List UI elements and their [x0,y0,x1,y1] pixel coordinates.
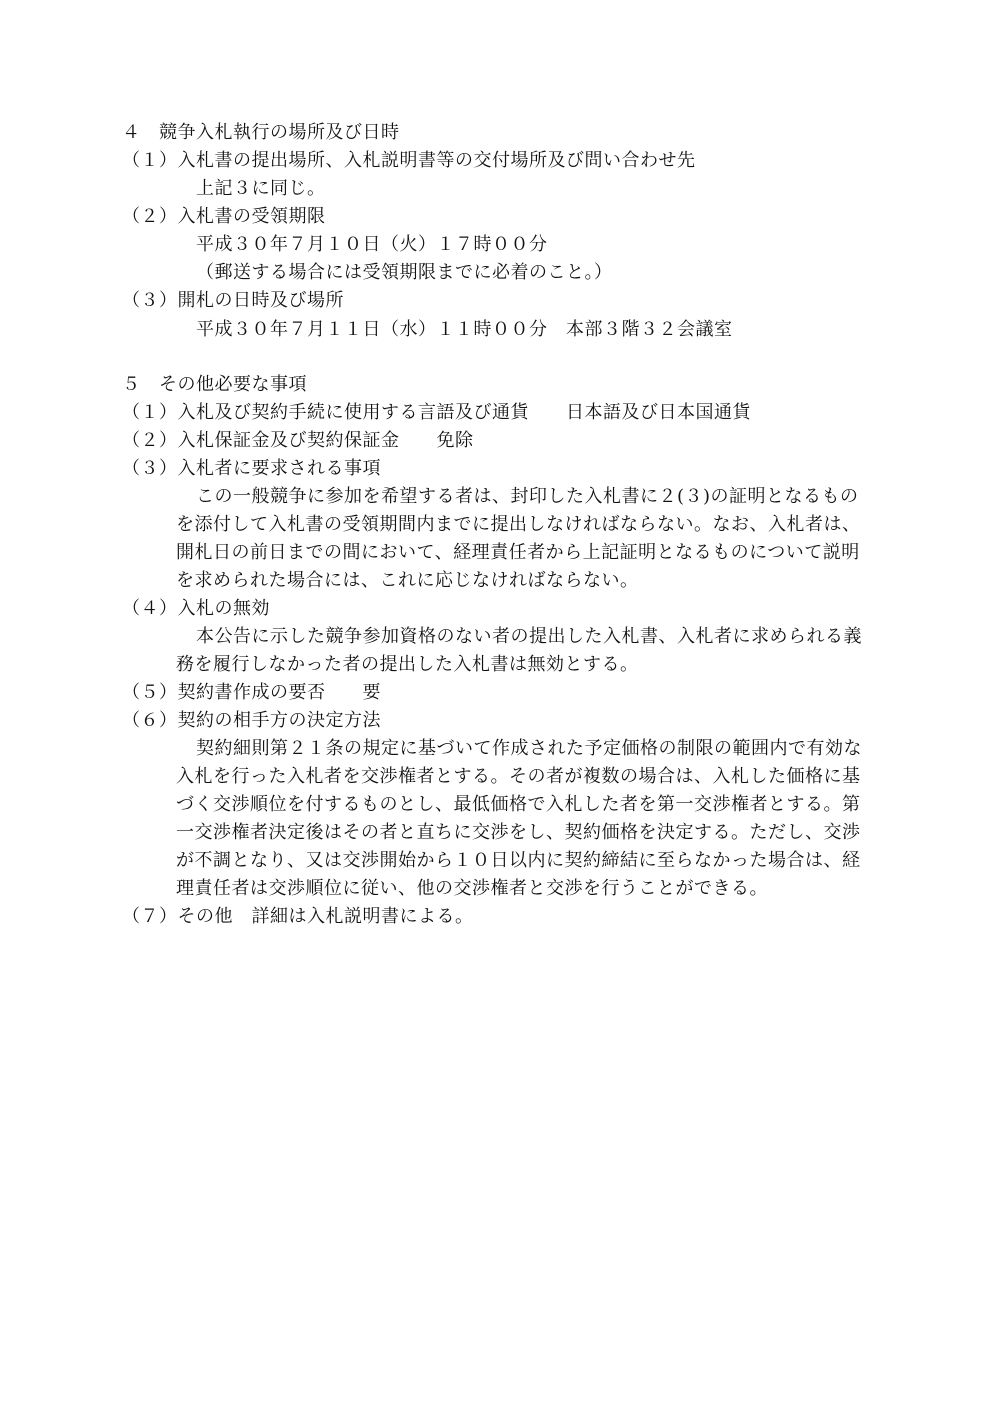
section-4-heading: ４ 競争入札執行の場所及び日時 [122,122,400,143]
section-5-item-5: （５）契約書作成の要否 要 [122,682,381,703]
section-5-item-6-paragraph-line: が不調となり、又は交渉開始から１０日以内に契約締結に至らなかった場合は、経 [176,850,861,871]
section-5-item-2: （２）入札保証金及び契約保証金 免除 [122,430,474,451]
section-4-item-1-label: （１）入札書の提出場所、入札説明書等の交付場所及び問い合わせ先 [122,150,696,171]
section-5-item-3-paragraph-line: この一般競争に参加を希望する者は、封印した入札書に２(３)の証明となるもの [196,486,859,507]
section-5-item-3-paragraph-line: を求められた場合には、これに応じなければならない。 [176,570,639,591]
section-5-item-6-label: （６）契約の相手方の決定方法 [122,710,381,731]
section-5-item-4-paragraph-line: 本公告に示した競争参加資格のない者の提出した入札書、入札者に求められる義 [196,626,862,647]
section-5-item-6-paragraph-line: 理責任者は交渉順位に従い、他の交渉権者と交渉を行うことができる。 [176,878,768,899]
section-4-item-3-datetime-place: 平成３０年７月１１日（水）１１時００分 本部３階３２会議室 [196,319,733,340]
section-5-item-3-paragraph-line: 開札日の前日までの間において、経理責任者から上記証明となるものについて説明 [176,542,860,563]
section-4-item-2-deadline: 平成３０年７月１０日（火）１７時００分 [196,234,548,255]
section-5-item-6-paragraph-line: 契約細則第２１条の規定に基づいて作成された予定価格の制限の範囲内で有効な [196,738,862,759]
section-4-item-3-label: （３）開札の日時及び場所 [122,290,344,311]
section-4-item-2-label: （２）入札書の受領期限 [122,206,326,227]
section-5-item-6-paragraph-line: 一交渉権者決定後はその者と直ちに交渉をし、契約価格を決定する。ただし、交渉 [176,822,861,843]
section-5-item-4-paragraph-line: 務を履行しなかった者の提出した入札書は無効とする。 [176,654,639,675]
section-5-item-6-paragraph-line: 入札を行った入札者を交渉権者とする。その者が複数の場合は、入札した価格に基 [176,766,861,787]
section-5-item-6-paragraph-line: づく交渉順位を付するものとし、最低価格で入札した者を第一交渉権者とする。第 [176,794,861,815]
section-5-item-4-label: （４）入札の無効 [122,598,270,619]
section-5-heading: ５ その他必要な事項 [122,374,307,395]
section-5-item-7: （７）その他 詳細は入札説明書による。 [122,906,474,927]
section-5-item-3-label: （３）入札者に要求される事項 [122,458,381,479]
section-4-item-1-body: 上記３に同じ。 [196,178,326,199]
section-5-item-3-paragraph-line: を添付して入札書の受領期間内までに提出しなければならない。なお、入札者は、 [176,514,861,535]
section-5-item-1: （１）入札及び契約手続に使用する言語及び通貨 日本語及び日本国通貨 [122,402,751,423]
section-4-item-2-note: （郵送する場合には受領期限までに必着のこと。） [196,262,613,283]
